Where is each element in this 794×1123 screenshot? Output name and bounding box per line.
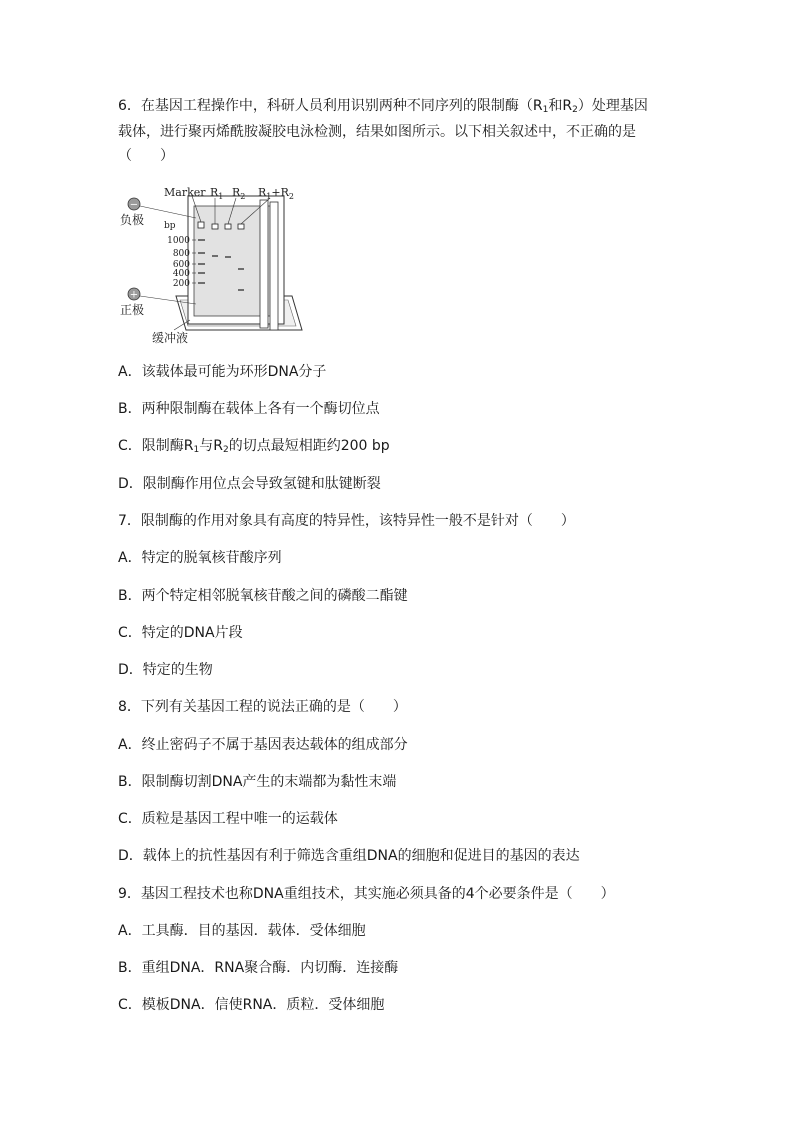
positive-label: 正极 bbox=[120, 303, 145, 317]
q8-option-a: A．终止密码子不属于基因表达载体的组成部分 bbox=[118, 737, 408, 753]
q6-stem-line1: 6．在基因工程操作中，科研人员利用识别两种不同序列的限制酶（$R_1$和$R_2$）处理基因 bbox=[118, 98, 648, 115]
well-marker bbox=[198, 222, 204, 228]
lane-label-r1: $R_1$ bbox=[210, 186, 224, 201]
well-r2 bbox=[225, 224, 231, 229]
size-unit: bp bbox=[164, 221, 176, 231]
gel-clamp-right bbox=[260, 200, 268, 328]
q7-option-b: B．两个特定相邻脱氧核苷酸之间的磷酸二酯键 bbox=[118, 588, 408, 604]
q6-option-c: C．限制酶$R_1$与$R_2$的切点最短相距约200 bp bbox=[118, 438, 390, 455]
lane-label-r1r2: $R_1+R_2$ bbox=[258, 186, 294, 201]
q8-option-d: D．载体上的抗性基因有利于筛选含重组DNA的细胞和促进目的基因的表达 bbox=[118, 848, 580, 864]
lane-label-marker: Marker bbox=[164, 186, 206, 199]
q8-stem: 8．下列有关基因工程的说法正确的是（ ） bbox=[118, 699, 407, 715]
q6-option-b: B．两种限制酶在载体上各有一个酶切位点 bbox=[118, 401, 380, 417]
q9-option-b: B．重组DNA．RNA聚合酶．内切酶．连接酶 bbox=[118, 960, 399, 976]
q7-stem: 7．限制酶的作用对象具有高度的特异性，该特异性一般不是针对（ ） bbox=[118, 513, 575, 529]
q6-stem-line3: （ ） bbox=[118, 148, 174, 164]
size-label-400: 400 bbox=[172, 269, 190, 279]
gel-diagram bbox=[112, 180, 312, 346]
negative-label: 负极 bbox=[120, 213, 145, 227]
size-label-800: 800 bbox=[172, 249, 190, 259]
buffer-label: 缓冲液 bbox=[152, 331, 189, 345]
q8-option-c: C．质粒是基因工程中唯一的运载体 bbox=[118, 811, 338, 827]
gel-clamp-right-outer bbox=[270, 202, 278, 330]
q9-stem: 9．基因工程技术也称DNA重组技术，其实施必须具备的4个必要条件是（ ） bbox=[118, 886, 615, 902]
q7-option-c: C．特定的DNA片段 bbox=[118, 625, 243, 641]
q6-option-a: A．该载体最可能为环形DNA分子 bbox=[118, 364, 327, 380]
well-r1r2 bbox=[238, 224, 244, 229]
q9-option-c: C．模板DNA．信使RNA．质粒．受体细胞 bbox=[118, 997, 385, 1013]
q6-stem-line2: 载体，进行聚丙烯酰胺凝胶电泳检测，结果如图所示。以下相关叙述中，不正确的是 bbox=[118, 124, 636, 140]
positive-symbol: + bbox=[129, 289, 139, 301]
q6-option-d: D．限制酶作用位点会导致氢键和肽键断裂 bbox=[118, 476, 381, 492]
electrophoresis-figure bbox=[112, 180, 312, 346]
q7-option-d: D．特定的生物 bbox=[118, 662, 213, 678]
q8-option-b: B．限制酶切割DNA产生的末端都为黏性末端 bbox=[118, 774, 397, 790]
size-label-1000: 1000 bbox=[167, 236, 190, 246]
lane-label-r2: $R_2$ bbox=[232, 186, 246, 201]
q9-option-a: A．工具酶．目的基因．载体．受体细胞 bbox=[118, 923, 366, 939]
size-label-600: 600 bbox=[172, 260, 190, 270]
size-label-200: 200 bbox=[172, 279, 190, 289]
negative-symbol: − bbox=[129, 199, 139, 211]
well-r1 bbox=[212, 224, 218, 229]
q7-option-a: A．特定的脱氧核苷酸序列 bbox=[118, 550, 282, 566]
